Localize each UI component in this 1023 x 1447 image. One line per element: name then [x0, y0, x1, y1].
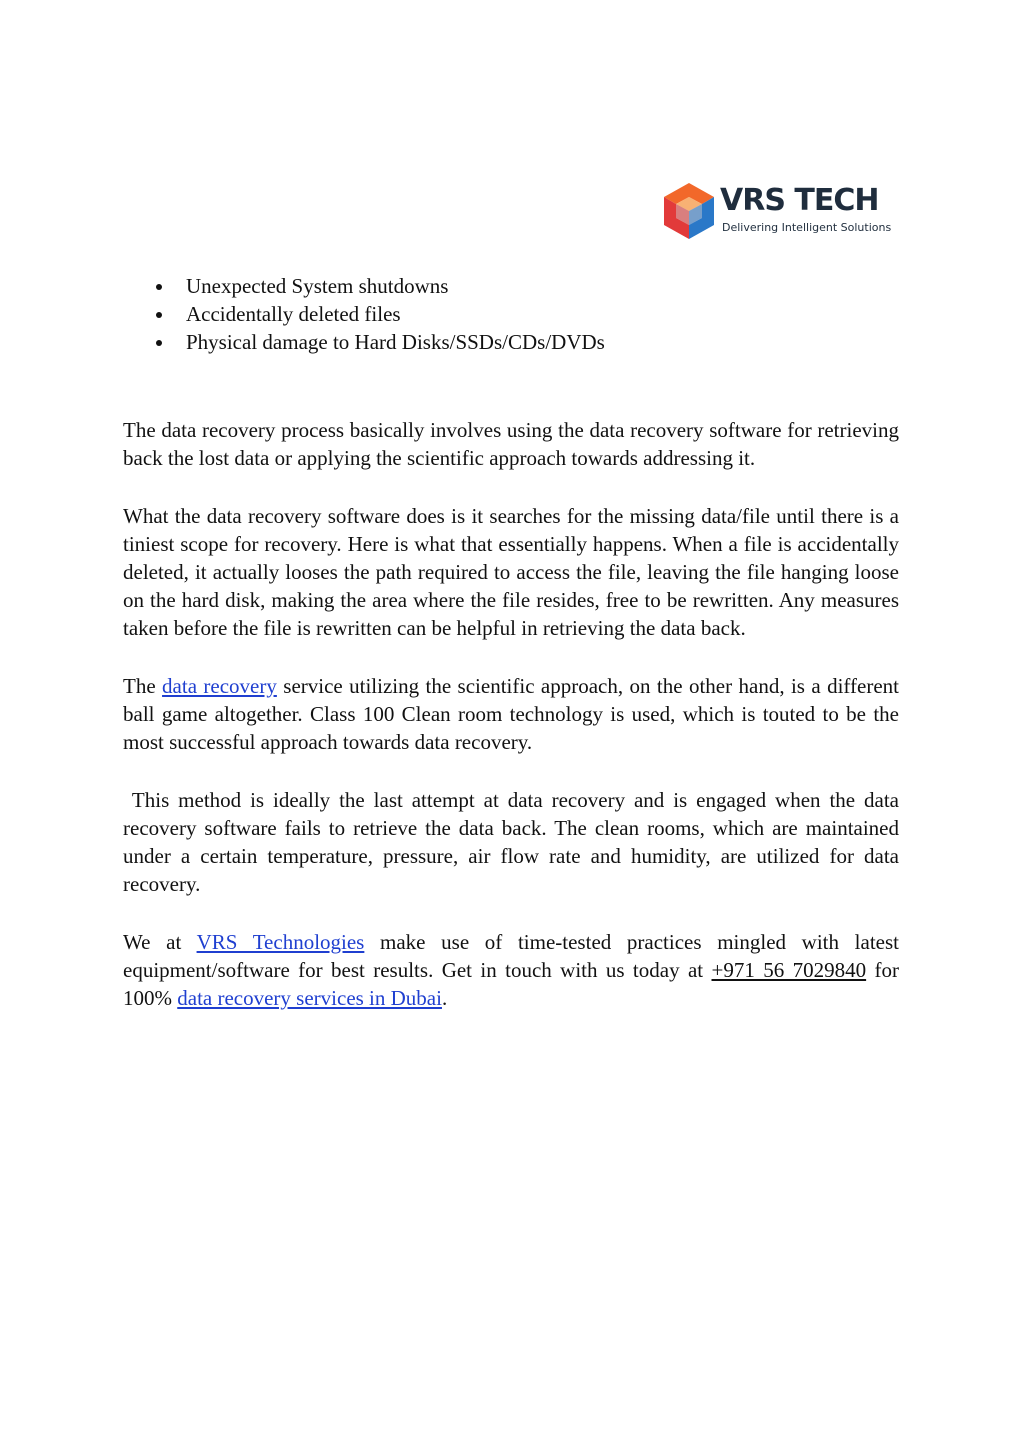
- bullet-icon: [156, 340, 162, 346]
- data-recovery-dubai-link[interactable]: data recovery services in Dubai: [177, 986, 442, 1010]
- phone-number-link[interactable]: +971 56 7029840: [711, 958, 867, 982]
- text-segment: We at: [123, 930, 197, 954]
- logo-tagline: Delivering Intelligent Solutions: [722, 221, 892, 234]
- text-segment: The: [123, 674, 163, 698]
- paragraph-scientific-approach: [123, 672, 899, 756]
- logo-title: VRS TECH: [720, 183, 879, 218]
- text-segment: make use of time-tested practices mingled with latest equipment/software for best results. Get in touch with us today at: [123, 930, 899, 982]
- paragraph-contact: [123, 928, 899, 1012]
- bullet-icon: [156, 284, 162, 290]
- list-item: [123, 300, 899, 328]
- vrs-technologies-link[interactable]: VRS Technologies: [196, 930, 365, 954]
- text-segment: for 100%: [123, 958, 899, 1010]
- text-segment: .: [441, 986, 448, 1010]
- list-item-text: Physical damage to Hard Disks/SSDs/CDs/DVDs: [186, 330, 605, 354]
- list-item: [123, 328, 899, 356]
- list-item-text: Unexpected System shutdowns: [186, 274, 449, 298]
- bullet-icon: [156, 312, 162, 318]
- paragraph-clean-room-method: This method is ideally the last attempt at data recovery and is engaged when the data recovery software fails to retrieve the data back. The clean rooms, which are maintained under a certain temperature, pressure, air flow rate and humidity, are utilized for data recovery.: [123, 788, 905, 896]
- text-segment: service utilizing the scientific approach, on the other hand, is a different ball game altogether. Class 100 Clean room technology is used, which is touted to be the most successful approach towards data recovery.: [123, 674, 899, 754]
- causes-list: [123, 272, 899, 356]
- list-item-text: Accidentally deleted files: [186, 302, 401, 326]
- vrs-tech-logo: [662, 181, 892, 243]
- paragraph-software-explanation: What the data recovery software does is it searches for the missing data/file until there is a tiniest scope for recovery. Here is what that essentially happens. When a file is accidentally deleted, it actually looses the path required to access the file, leaving the file hanging loose on the hard disk, making the area where the file resides, free to be rewritten. Any measures taken before the file is rewritten can be helpful in retrieving the data back.: [123, 504, 899, 640]
- logo-mark-icon: [662, 181, 716, 241]
- paragraph-recovery-process: The data recovery process basically involves using the data recovery software for retrieving back the lost data or applying the scientific approach towards addressing it.: [123, 418, 899, 470]
- document-body: [123, 272, 905, 1012]
- data-recovery-link[interactable]: data recovery: [162, 674, 277, 698]
- list-item: [123, 272, 899, 300]
